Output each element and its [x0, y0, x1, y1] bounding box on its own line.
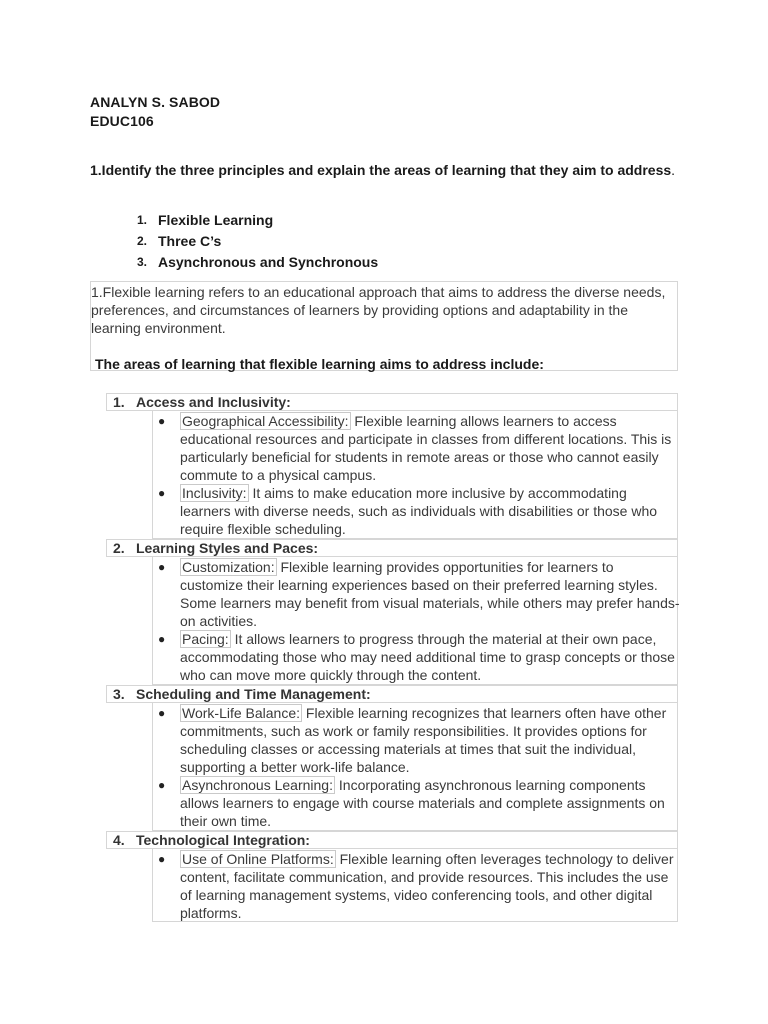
course-code: EDUC106 [90, 113, 154, 129]
principle-label: Asynchronous and Synchronous [158, 254, 379, 270]
item-text: Flexible learning often leverages technology to deliver content, facilitate communication, and provide resources. This includes the use of learning management systems, video conferencing tools, and other digital platforms. [180, 851, 674, 921]
areas-heading: The areas of learning that flexible learning aims to address include: [95, 356, 544, 372]
principle-item [137, 252, 378, 273]
item-text: Flexible learning allows learners to access educational resources and participate in classes from different locations. This is particularly beneficial for students in remote areas or those who cannot easily commute to a physical campus. [180, 413, 672, 483]
area-items [152, 557, 678, 685]
item-term: Pacing: [182, 631, 229, 647]
principle-number: 3. [137, 255, 148, 269]
area-number: 3. [113, 686, 125, 702]
bullet-icon: ● [158, 560, 166, 574]
item-term: Inclusivity: [182, 485, 247, 501]
area-title: Scheduling and Time Management: [136, 686, 371, 702]
principle-number: 2. [137, 234, 148, 248]
principle-label: Flexible Learning [158, 212, 274, 228]
principles-list [137, 210, 378, 273]
item-text: It allows learners to progress through the material at their own pace, accommodating those who may need additional time to grasp concepts or those who can move more quickly through the content. [180, 631, 675, 683]
principle-label: Three C’s [158, 233, 222, 249]
bullet-icon: ● [158, 706, 166, 720]
question-period: . [671, 162, 676, 178]
area-items [152, 411, 678, 539]
bullet-icon: ● [158, 632, 166, 646]
area-title: Technological Integration: [136, 832, 310, 848]
area-items [152, 849, 678, 922]
item-term: Geographical Accessibility: [182, 413, 349, 429]
item-term: Asynchronous Learning: [182, 777, 333, 793]
item-text: Flexible learning provides opportunities for learners to customize their learning experiences based on their preferred learning styles. Some learners may benefit from visual materials, while others may prefer hands-on activities. [180, 559, 680, 629]
bullet-icon: ● [158, 486, 166, 500]
bullet-icon: ● [158, 778, 166, 792]
question-text: 1.Identify the three principles and explain the areas of learning that they aim to address [90, 162, 672, 178]
intro-box [90, 281, 678, 371]
area-number: 2. [113, 540, 125, 556]
item-text: It aims to make education more inclusive by accommodating learners with diverse needs, such as individuals with disabilities or those who require flexible scheduling. [180, 485, 658, 537]
area-heading [106, 831, 678, 849]
item-text: Flexible learning recognizes that learners often have other commitments, such as work or family responsibilities. It provides options for scheduling classes or accessing materials at times that suit the individual, supporting a better work-life balance. [180, 705, 667, 775]
question-prompt [90, 161, 676, 180]
principle-item [137, 210, 378, 231]
area-title: Learning Styles and Paces: [136, 540, 319, 556]
principle-number: 1. [137, 213, 148, 227]
item-term: Customization: [182, 559, 275, 575]
bullet-icon: ● [158, 852, 166, 866]
author-name: ANALYN S. SABOD [90, 94, 221, 110]
principle-item [137, 231, 378, 252]
area-heading [106, 685, 678, 703]
item-term: Use of Online Platforms: [182, 851, 334, 867]
item-text: Incorporating asynchronous learning components allows learners to engage with course materials and complete assignments on their own time. [180, 777, 665, 829]
area-heading [106, 539, 678, 557]
bullet-icon: ● [158, 414, 166, 428]
area-heading [106, 393, 678, 411]
area-title: Access and Inclusivity: [136, 394, 291, 410]
item-term: Work-Life Balance: [182, 705, 301, 721]
area-number: 4. [113, 832, 125, 848]
area-items [152, 703, 678, 831]
intro-paragraph: 1.Flexible learning refers to an educational approach that aims to address the diverse needs, preferences, and circumstances of learners by providing options and adaptability in the learning environment. [91, 284, 666, 336]
area-number: 1. [113, 394, 125, 410]
